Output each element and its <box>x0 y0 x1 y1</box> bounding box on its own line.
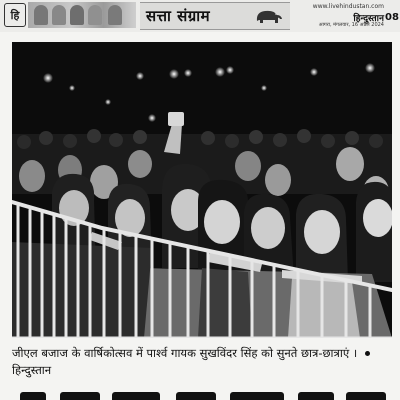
elephant-icon <box>254 7 284 25</box>
photo-credit: हिन्दुस्तान <box>12 363 52 377</box>
section-banner <box>140 2 290 30</box>
photo-caption <box>12 345 392 379</box>
paper-name: हिन्दुस्तान <box>353 14 384 24</box>
newspaper-logo-icon: हि <box>4 3 26 27</box>
concert-crowd-photo <box>12 42 392 338</box>
section-title: सत्ता संग्राम <box>146 7 211 25</box>
credit-bullet-icon <box>365 351 370 356</box>
dateline: आगरा, मंगलवार, 16 अप्रैल 2024 <box>318 22 384 28</box>
banner-crowd-image <box>28 2 136 28</box>
next-headline-cropped <box>20 388 400 400</box>
masthead-info <box>294 2 384 28</box>
website-url: www.livehindustan.com <box>312 3 384 10</box>
photo-illustration <box>12 42 392 338</box>
caption-text: जीएल बजाज के वार्षिकोत्सव में पार्श्व गायक सुखविंदर सिंह को सुनते छात्र-छात्राएं । <box>12 346 358 360</box>
page-number: 08 <box>385 12 399 23</box>
masthead-strip <box>0 0 400 32</box>
